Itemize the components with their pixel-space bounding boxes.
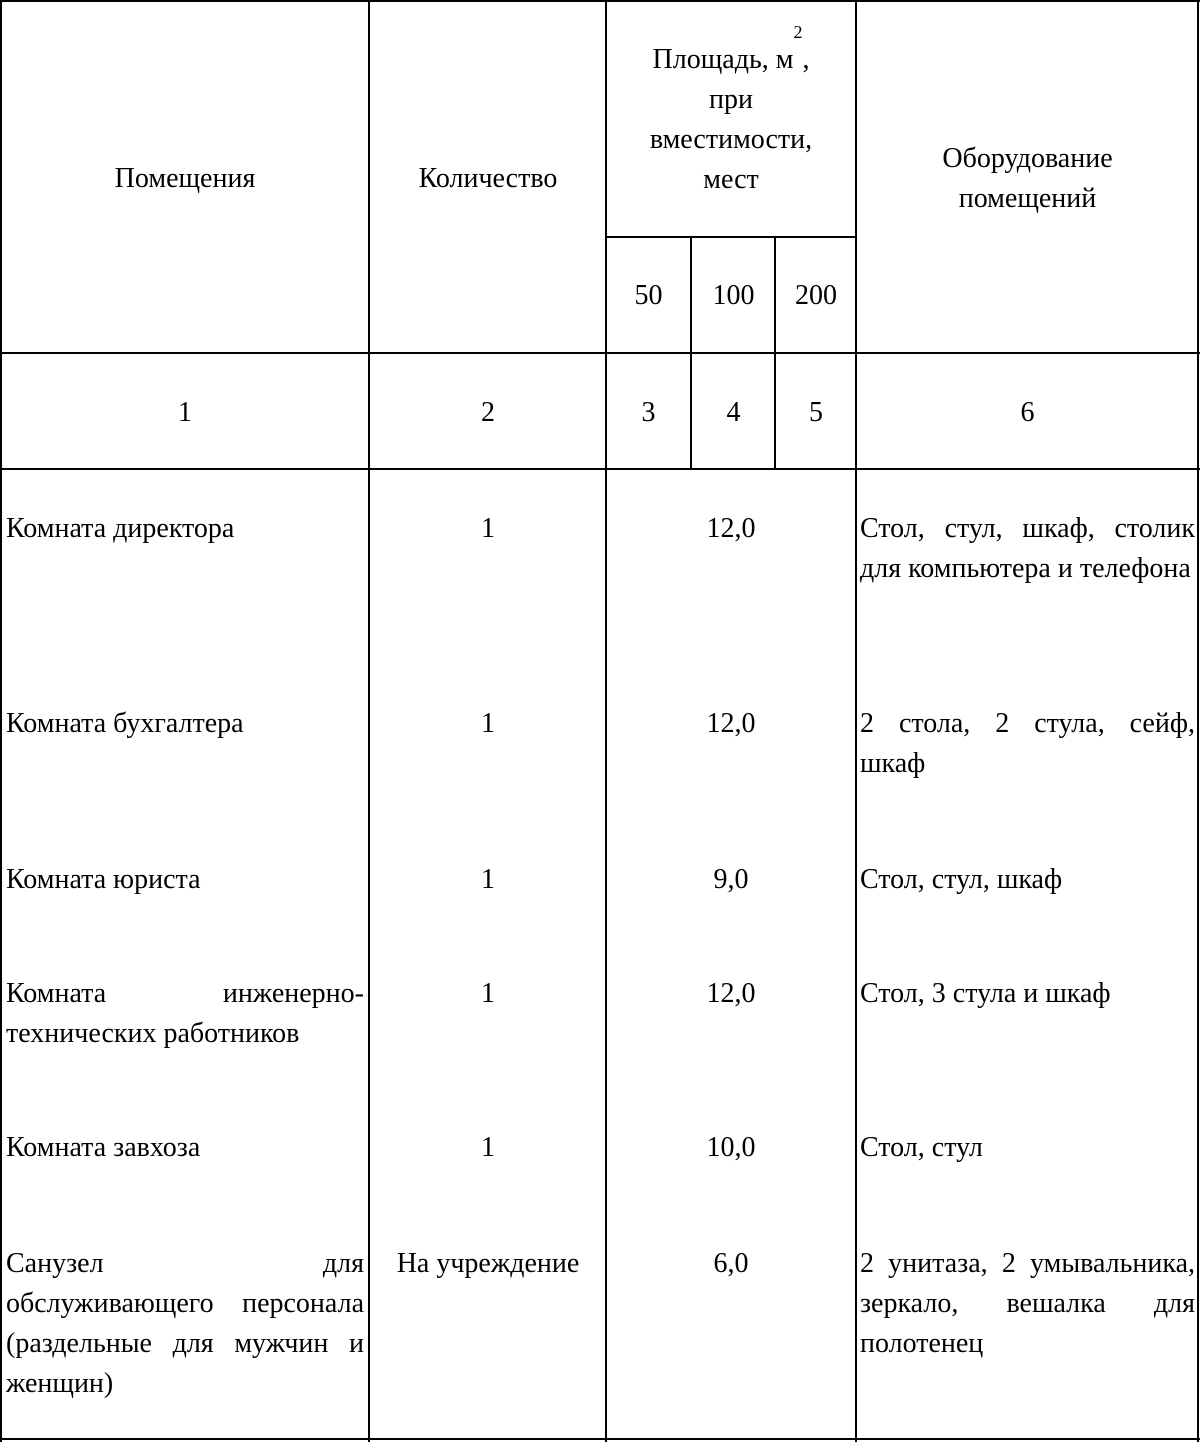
header-capacity-50: 50 (634, 280, 663, 311)
header-area-suffix: , (802, 44, 810, 75)
header-bottom-line (0, 352, 1200, 354)
header-subdivider (606, 236, 857, 238)
column-number-1: 1 (178, 397, 192, 428)
row-room: Комната инженерно-технических работников (6, 978, 364, 1049)
row-quantity: На учреждение (396, 1248, 580, 1279)
column-numbers-bottom-line (0, 468, 1200, 470)
row-quantity: 1 (481, 978, 495, 1009)
row-area: 6,0 (713, 1248, 749, 1279)
column-number-3: 3 (641, 397, 656, 428)
row-quantity: 1 (481, 513, 495, 544)
header-area-line3: вместимости, (649, 124, 813, 155)
column-number-5: 5 (809, 397, 823, 428)
row-quantity: 1 (481, 864, 495, 895)
header-area (606, 22, 856, 200)
header-rooms: Помещения (114, 163, 256, 194)
row-quantity: 1 (481, 1132, 495, 1163)
row-area: 12,0 (706, 708, 756, 739)
column-divider-3 (690, 236, 692, 470)
column-divider-4 (774, 236, 776, 470)
row-area: 10,0 (706, 1132, 756, 1163)
header-quantity: Количество (418, 163, 558, 194)
header-area-line1 (606, 22, 856, 80)
row-area: 12,0 (706, 978, 756, 1009)
row-equipment: Стол, стул, шкаф (860, 864, 1063, 895)
header-area-prefix: Площадь, м (652, 44, 794, 75)
row-room: Санузел для обслуживающего персонала (раздельные для мужчин и женщин) (6, 1248, 364, 1399)
row-quantity: 1 (481, 708, 495, 739)
header-capacity-200: 200 (795, 280, 837, 311)
row-equipment: Стол, 3 стула и шкаф (860, 978, 1111, 1009)
table-border-top (0, 0, 1200, 2)
table-border-bottom (0, 1438, 1200, 1440)
table-border-left (0, 0, 2, 1442)
row-equipment: Стол, стул, шкаф, столик для компьютера и телефона (860, 513, 1195, 584)
row-room: Комната завхоза (6, 1132, 201, 1163)
row-area: 9,0 (713, 864, 749, 895)
column-number-6: 6 (1020, 397, 1035, 428)
row-room: Комната юриста (6, 864, 201, 895)
header-area-line4: мест (703, 164, 759, 195)
row-equipment: Стол, стул (860, 1132, 983, 1163)
header-area-line2: при (709, 84, 753, 115)
column-number-4: 4 (726, 397, 741, 428)
header-equipment: Оборудование помещений (942, 143, 1113, 214)
column-number-2: 2 (481, 397, 495, 428)
row-room: Комната директора (6, 513, 235, 544)
row-equipment: 2 унитаза, 2 умывальника, зеркало, вешалка для полотенец (860, 1248, 1195, 1359)
table-border-right (1197, 0, 1199, 1442)
header-capacity-100: 100 (712, 280, 755, 311)
row-area: 12,0 (706, 513, 756, 544)
row-room: Комната бухгалтера (6, 708, 244, 739)
row-equipment: 2 стола, 2 стула, сейф, шкаф (860, 708, 1195, 779)
header-area-sup: 2 (793, 22, 803, 42)
